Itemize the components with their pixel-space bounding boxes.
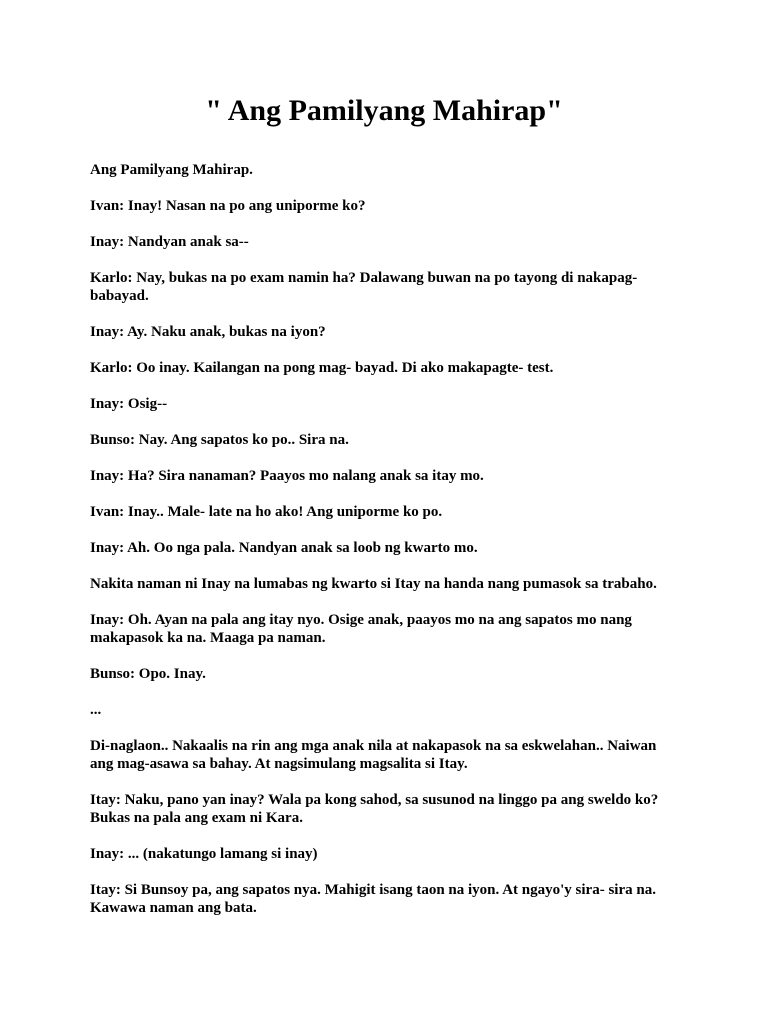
paragraph: Inay: ... (nakatungo lamang si inay) <box>90 846 318 862</box>
paragraph: Nakita naman ni Inay na lumabas ng kwarto si Itay na handa nang pumasok sa trabaho. <box>90 576 657 592</box>
paragraph: Karlo: Oo inay. Kailangan na pong mag- bayad. Di ako makapagte- test. <box>90 360 554 376</box>
paragraph: Karlo: Nay, bukas na po exam namin ha? Dalawang buwan na po tayong di nakapag- babayad. <box>90 270 638 304</box>
paragraph: Di-naglaon.. Nakaalis na rin ang mga anak nila at nakapasok na sa eskwelahan.. Naiwan ang mag-asawa sa bahay. At nagsimulang magsalita si Itay. <box>90 738 657 772</box>
paragraph: Bunso: Opo. Inay. <box>90 666 206 682</box>
paragraph: Bunso: Nay. Ang sapatos ko po.. Sira na. <box>90 432 349 448</box>
paragraph: Inay: Nandyan anak sa-- <box>90 234 249 250</box>
paragraph: Inay: Ha? Sira nanaman? Paayos mo nalang anak sa itay mo. <box>90 468 484 484</box>
document-title: " Ang Pamilyang Mahirap" <box>205 94 563 127</box>
paragraph: Inay: Ay. Naku anak, bukas na iyon? <box>90 324 326 340</box>
paragraph: Ivan: Inay! Nasan na po ang uniporme ko? <box>90 198 366 214</box>
paragraph: Inay: Oh. Ayan na pala ang itay nyo. Osige anak, paayos mo na ang sapatos mo nang makapasok ka na. Maaga pa naman. <box>90 612 632 646</box>
paragraph: Itay: Si Bunsoy pa, ang sapatos nya. Mahigit isang taon na iyon. At ngayo'y sira- sira na. Kawawa naman ang bata. <box>90 882 656 916</box>
paragraph: Ang Pamilyang Mahirap. <box>90 162 253 178</box>
paragraph: ... <box>90 702 102 718</box>
paragraph: Inay: Ah. Oo nga pala. Nandyan anak sa loob ng kwarto mo. <box>90 540 478 556</box>
paragraph: Ivan: Inay.. Male- late na ho ako! Ang uniporme ko po. <box>90 504 443 520</box>
document-body <box>90 161 678 917</box>
paragraph: Itay: Naku, pano yan inay? Wala pa kong sahod, sa susunod na linggo pa ang sweldo ko? Bukas na pala ang exam ni Kara. <box>90 792 659 826</box>
paragraph: Inay: Osig-- <box>90 396 168 412</box>
